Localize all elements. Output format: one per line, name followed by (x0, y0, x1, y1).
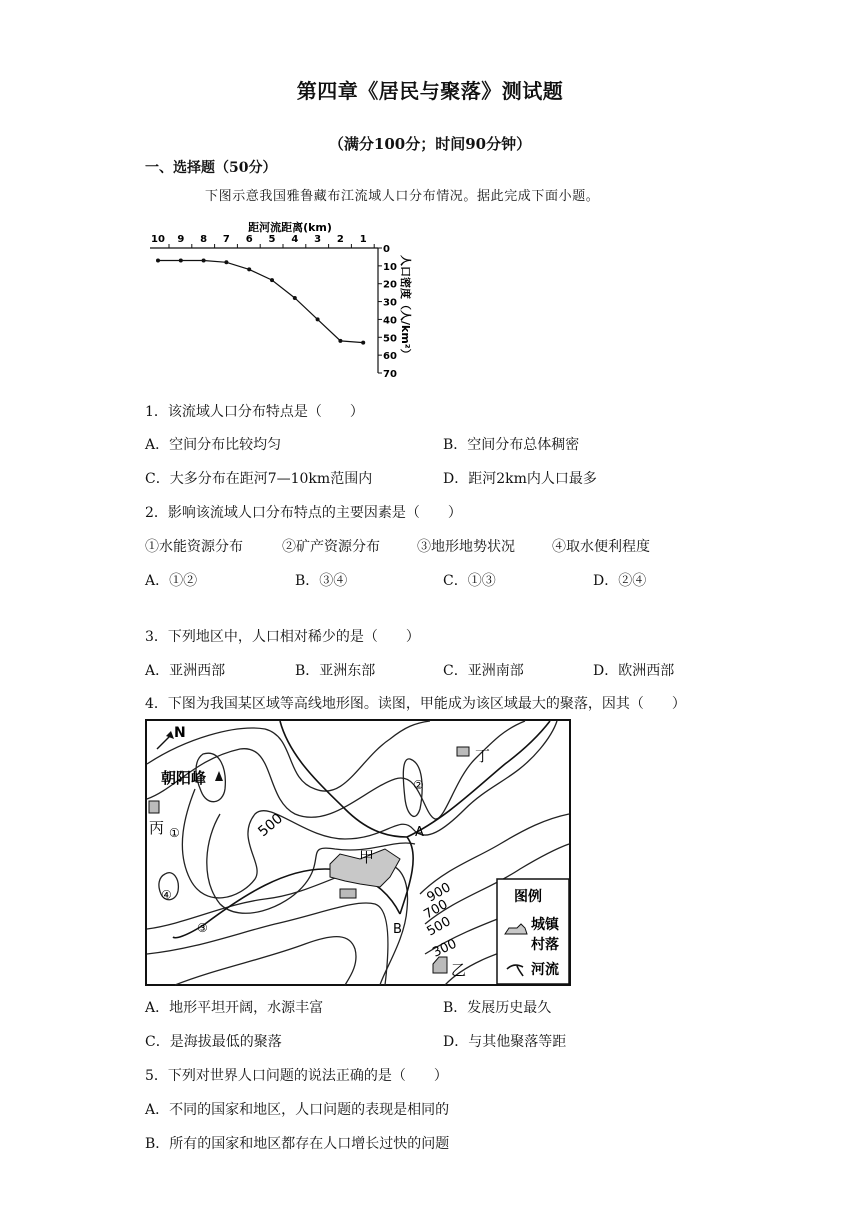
circled-4-label: ④ (161, 888, 172, 902)
q1-option-a[interactable]: A．空间分布比较均匀 (145, 437, 282, 453)
chart-data-point (293, 296, 297, 300)
q4-option-d[interactable]: D．与其他聚落等距 (443, 1034, 567, 1050)
q2-option-a[interactable]: A．①② (145, 573, 198, 589)
x-tick-label: 9 (177, 234, 185, 245)
chart-data-point (224, 260, 228, 264)
legend-river-label: 河流 (531, 962, 559, 978)
q3-option-a[interactable]: A．亚洲西部 (145, 663, 226, 679)
chart-series-line (158, 261, 363, 343)
y-tick-label: 20 (383, 279, 397, 291)
x-tick-label: 5 (268, 234, 276, 245)
q2-option-b[interactable]: B．③④ (295, 573, 348, 589)
q4-option-b[interactable]: B．发展历史最久 (443, 1000, 552, 1016)
chart-xlabel: 距河流距离(km) (248, 221, 332, 234)
x-tick-label: 8 (200, 234, 208, 245)
page-title: 第四章《居民与聚落》测试题 (296, 79, 564, 103)
x-tick-label: 7 (222, 234, 230, 245)
chart-data-point (338, 339, 342, 343)
circled-3-label: ③ (197, 921, 208, 935)
q2-item-3: ③地形地势状况 (417, 539, 515, 555)
circled-2-label: ② (413, 778, 424, 792)
y-tick-label: 10 (383, 261, 397, 273)
x-tick-label: 4 (291, 234, 299, 245)
chart-data-point (179, 259, 183, 263)
legend-village-label: 村落 (531, 937, 559, 953)
chart-data-point (316, 317, 320, 321)
question-2-stem: 2．影响该流域人口分布特点的主要因素是（ ） (145, 505, 462, 521)
q1-option-d[interactable]: D．距河2km内人口最多 (443, 471, 597, 487)
intro-text: 下图示意我国雅鲁藏布江流域人口分布情况。据此完成下面小题。 (205, 189, 600, 204)
x-tick-label: 3 (314, 234, 322, 245)
contour-label-700: 700 (421, 897, 451, 923)
north-label: N (174, 725, 186, 741)
chart-data-point (156, 259, 160, 263)
contour-label-500-east: 500 (424, 914, 454, 940)
q2-item-1: ①水能资源分布 (145, 539, 243, 555)
q5-option-a[interactable]: A．不同的国家和地区，人口问题的表现是相同的 (145, 1102, 450, 1118)
q3-option-d[interactable]: D．欧洲西部 (593, 663, 675, 679)
x-tick-label: 6 (245, 234, 253, 245)
x-tick-label: 1 (359, 234, 367, 245)
y-tick-label: 30 (383, 297, 397, 309)
chart-data-point (270, 278, 274, 282)
section-heading: 一、选择题（50分） (145, 160, 277, 176)
q3-option-b[interactable]: B．亚洲东部 (295, 663, 376, 679)
circled-1-label: ① (169, 826, 180, 840)
point-b-label: B (393, 922, 402, 937)
contour-label-500-west: 500 (255, 810, 287, 841)
contour-label-300: 300 (430, 936, 460, 961)
village-small-icon (340, 889, 356, 898)
y-tick-label: 70 (383, 369, 397, 380)
q2-option-d[interactable]: D．②④ (593, 573, 647, 589)
x-tick-label: 10 (151, 234, 165, 245)
question-5-stem: 5．下列对世界人口问题的说法正确的是（ ） (145, 1068, 448, 1084)
x-tick-label: 2 (336, 234, 344, 245)
y-tick-label: 0 (383, 244, 390, 255)
page-subtitle: （满分100分；时间90分钟） (328, 135, 532, 153)
town-jia-label: 甲 (359, 848, 375, 866)
q2-option-c[interactable]: C．①③ (443, 573, 496, 589)
y-tick-label: 40 (383, 315, 397, 327)
legend-town-label: 城镇 (531, 917, 559, 933)
q3-option-c[interactable]: C．亚洲南部 (443, 663, 524, 679)
village-bing-label: 丙 (149, 819, 165, 837)
q1-option-b[interactable]: B．空间分布总体稠密 (443, 437, 580, 453)
q2-item-2: ②矿产资源分布 (282, 539, 380, 555)
population-chart (140, 215, 430, 385)
q4-option-a[interactable]: A．地形平坦开阔，水源丰富 (145, 1000, 324, 1016)
y-tick-label: 60 (383, 351, 397, 363)
chart-ylabel: 人口密度（人/km²） (399, 255, 412, 360)
q4-option-c[interactable]: C．是海拔最低的聚落 (145, 1034, 282, 1050)
contour-label-900: 900 (424, 880, 454, 906)
village-yi-label: 乙 (451, 961, 467, 979)
chart-data-point (202, 259, 206, 263)
question-3-stem: 3．下列地区中，人口相对稀少的是（ ） (145, 629, 420, 645)
q2-item-4: ④取水便利程度 (552, 539, 650, 555)
question-4-stem: 4．下图为我国某区域等高线地形图。读图，甲能成为该区域最大的聚落，因其（ ） (145, 696, 686, 712)
village-ding-icon (457, 747, 469, 756)
y-tick-label: 50 (383, 333, 397, 345)
q5-option-b[interactable]: B．所有的国家和地区都存在人口增长过快的问题 (145, 1136, 450, 1152)
chart-data-point (361, 341, 365, 345)
question-1-stem: 1．该流域人口分布特点是（ ） (145, 404, 364, 420)
village-ding-label: 丁 (475, 747, 491, 765)
legend-title: 图例 (514, 889, 542, 905)
point-a-label: A (415, 825, 424, 840)
peak-label: 朝阳峰 (161, 769, 207, 787)
contour-map (145, 719, 571, 987)
chart-data-point (247, 267, 251, 271)
village-bing-icon (149, 801, 159, 813)
q1-option-c[interactable]: C．大多分布在距河7—10km范围内 (145, 471, 373, 487)
